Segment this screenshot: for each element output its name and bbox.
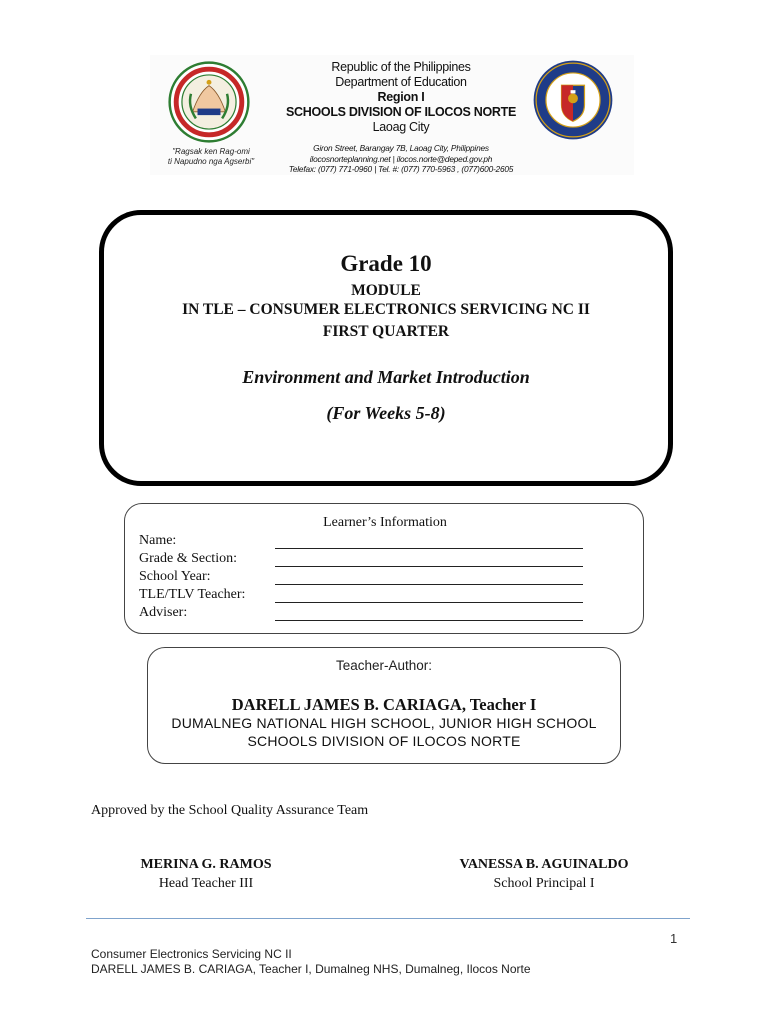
module-title-box [99, 210, 673, 486]
field-line-school-year[interactable] [275, 584, 583, 585]
signatory-role: Head Teacher III [158, 876, 254, 891]
author-school: DUMALNEG NATIONAL HIGH SCHOOL, JUNIOR HIGH SCHOOL [171, 715, 597, 731]
field-line-grade-section[interactable] [275, 566, 583, 567]
signatory-right [414, 855, 674, 893]
signatory-name: VANESSA B. AGUINALDO [459, 857, 629, 872]
address-label: Giron Street, Barangay 7B, Laoag City, Philippines [313, 143, 489, 153]
field-label-name: Name: [139, 533, 177, 548]
author-name: DARELL JAMES B. CARIAGA, Teacher I [231, 695, 537, 714]
motto [150, 147, 272, 167]
teacher-author-label: Teacher-Author: [335, 658, 433, 673]
module-label: MODULE [351, 282, 421, 299]
grade-title: Grade 10 [340, 251, 432, 276]
phone-label: Telefax: (077) 771-0960 | Tel. #: (077) 770-5963 , (077)600-2605 [288, 164, 514, 174]
field-label-school-year: School Year: [139, 569, 211, 584]
region-label: Region I [377, 90, 425, 104]
page-number: 1 [670, 931, 678, 946]
topic-title: Environment and Market Introduction [242, 367, 530, 387]
approval-statement: Approved by the School Quality Assurance Team [91, 803, 369, 818]
kagawaran-seal-icon [532, 59, 614, 141]
signatory-left [76, 855, 336, 893]
deped-seal-icon [168, 61, 250, 143]
web-label: ilocosnorteplanning.net | ilocos.norte@deped.gov.ph [309, 153, 493, 164]
field-line-name[interactable] [275, 548, 583, 549]
learner-info-box [124, 503, 644, 634]
footer-author: DARELL JAMES B. CARIAGA, Teacher I, Dumalneg NHS, Dumalneg, Ilocos Norte [91, 962, 531, 976]
motto-line-1: "Ragsak ken Rag-omi [172, 147, 250, 156]
signatory-role: School Principal I [493, 876, 595, 891]
department-label: Department of Education [335, 75, 467, 89]
field-line-teacher[interactable] [275, 602, 583, 603]
republic-label: Republic of the Philippines [331, 60, 471, 74]
field-label-adviser: Adviser: [139, 605, 188, 620]
field-line-adviser[interactable] [275, 620, 583, 621]
footer-course: Consumer Electronics Servicing NC II [91, 947, 292, 961]
signatory-name: MERINA G. RAMOS [140, 857, 272, 872]
footer-divider [86, 918, 690, 919]
field-label-teacher: TLE/TLV Teacher: [139, 587, 246, 602]
division-label: SCHOOLS DIVISION OF ILOCOS NORTE [286, 105, 516, 119]
learner-info-title: Learner’s Information [323, 515, 447, 530]
field-label-grade-section: Grade & Section: [139, 551, 237, 566]
letterhead [150, 55, 634, 175]
subject-label: IN TLE – CONSUMER ELECTRONICS SERVICING NC II [182, 301, 590, 318]
weeks-label: (For Weeks 5-8) [326, 403, 446, 423]
letterhead-text [270, 60, 532, 175]
motto-line-2: ti Napudno nga Agserbi" [167, 157, 255, 166]
author-division: SCHOOLS DIVISION OF ILOCOS NORTE [247, 733, 521, 749]
teacher-author-box [147, 647, 621, 764]
city-label: Laoag City [372, 120, 430, 134]
quarter-label: FIRST QUARTER [322, 323, 450, 340]
